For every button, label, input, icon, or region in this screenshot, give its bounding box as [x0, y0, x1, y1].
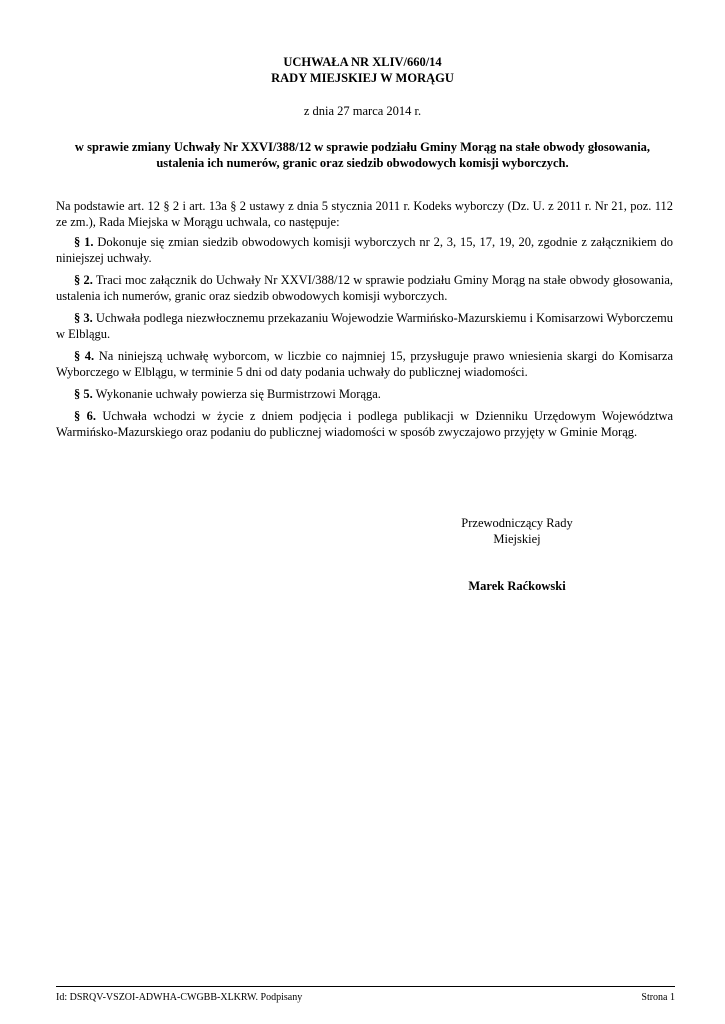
- resolution-date: z dnia 27 marca 2014 r.: [303, 104, 422, 118]
- signatory-name: Marek Raćkowski: [468, 579, 566, 593]
- paragraph-label: § 1.: [74, 235, 94, 249]
- signature-role-line-1: Przewodniczący Rady: [461, 516, 573, 530]
- paragraph-text: Traci moc załącznik do Uchwały Nr XXVI/388/12 w sprawie podziału Gminy Morąg na stałe obwody głosowania, ustalenia ich numerów, granic oraz siedzib obwodowych komisji wyborczych.: [56, 273, 673, 303]
- paragraph-2: [56, 272, 673, 304]
- document-id: Id: DSRQV-VSZOI-ADWHA-CWGBB-XLKRW. Podpisany: [56, 992, 303, 1003]
- resolution-number: UCHWAŁA NR XLIV/660/14: [283, 55, 442, 69]
- paragraph-text: Wykonanie uchwały powierza się Burmistrzowi Morąga.: [92, 387, 381, 401]
- paragraph-label: § 4.: [74, 349, 95, 363]
- signature-role-line-2: Miejskiej: [493, 532, 541, 546]
- paragraph-1: [56, 234, 673, 266]
- paragraph-label: § 6.: [74, 409, 96, 423]
- legal-basis: Na podstawie art. 12 § 2 i art. 13a § 2 ustawy z dnia 5 stycznia 2011 r. Kodeks wyborczy (Dz. U. z 2011 r. Nr 21, poz. 112 ze zm.), Rada Miejska w Morągu uchwala, co następuje:: [56, 199, 673, 229]
- subject-line-1: w sprawie zmiany Uchwały Nr XXVI/388/12 w sprawie podziału Gminy Morąg na stałe obwody głosowania,: [74, 140, 651, 154]
- resolution-subject: [50, 139, 675, 171]
- paragraph-6: [56, 408, 673, 440]
- paragraph-text: Na niniejszą uchwałę wyborcom, w liczbie co najmniej 15, przysługuje prawo wniesienia skargi do Komisarza Wyborczego w Elblągu, w terminie 5 dni od daty podania uchwały do publicznej wiadomości.: [56, 349, 673, 379]
- signature-role: [437, 515, 597, 547]
- council-name: RADY MIEJSKIEJ W MORĄGU: [271, 71, 454, 85]
- paragraph-label: § 2.: [74, 273, 93, 287]
- page-number: Strona 1: [641, 992, 675, 1003]
- footer-divider: [56, 986, 675, 987]
- resolution-header: [0, 54, 725, 86]
- paragraph-label: § 3.: [74, 311, 93, 325]
- paragraph-4: [56, 348, 673, 380]
- resolution-body: [56, 198, 673, 446]
- paragraph-text: Dokonuje się zmian siedzib obwodowych komisji wyborczych nr 2, 3, 15, 17, 19, 20, zgodnie z załącznikiem do niniejszej uchwały.: [56, 235, 674, 265]
- paragraph-3: [56, 310, 673, 342]
- paragraph-text: Uchwała podlega niezwłocznemu przekazaniu Wojewodzie Warmińsko-Mazurskiemu i Komisarzowi Wyborczemu w Elblągu.: [56, 311, 674, 341]
- paragraph-label: § 5.: [74, 387, 93, 401]
- subject-line-2: ustalenia ich numerów, granic oraz siedzib obwodowych komisji wyborczych.: [156, 156, 569, 170]
- paragraph-5: [56, 386, 673, 402]
- paragraph-text: Uchwała wchodzi w życie z dniem podjęcia i podlega publikacji w Dzienniku Urzędowym Województwa Warmińsko-Mazurskiego oraz podaniu do publicznej wiadomości w sposób zwyczajowo przyjęty w Gminie Morąg.: [56, 409, 674, 439]
